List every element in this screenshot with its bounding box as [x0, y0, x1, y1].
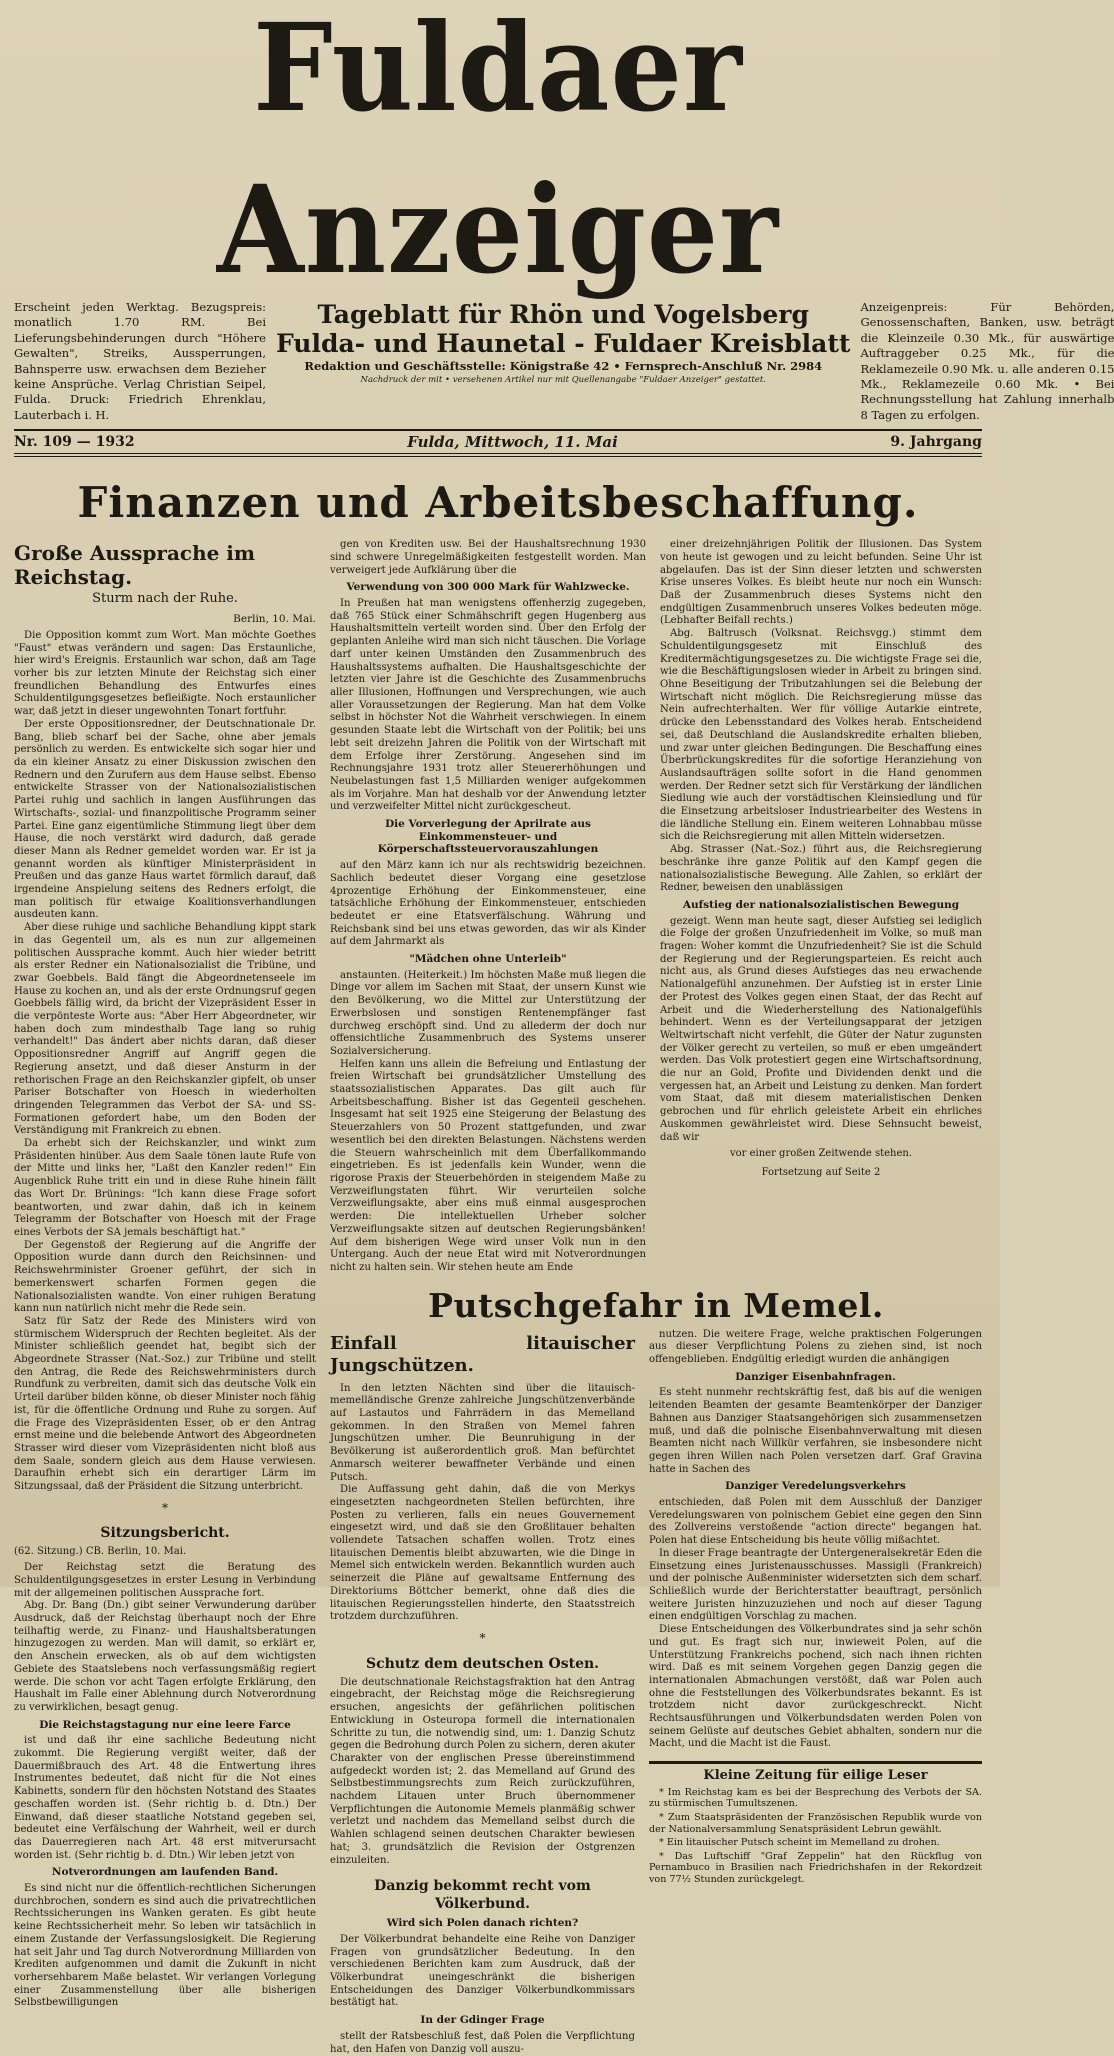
- subtitle-line-2: Fulda- und Haunetal - Fuldaer Kreisblatt: [276, 329, 851, 358]
- column-1: [14, 539, 316, 2056]
- paragraph: stellt der Ratsbeschluß fest, daß Polen die Verpflichtung hat, den Hafen von Danzig voll auszu-: [330, 2030, 635, 2055]
- danzig-headline: Danzig bekommt recht vom Völkerbund.: [374, 1878, 591, 1913]
- issue-date: Fulda, Mittwoch, 11. Mai: [407, 433, 618, 452]
- news-brief-item: * Zum Staatspräsidenten der Französischen Republik wurde von der Nationalversammlung Senatspräsident Lebrun gewählt.: [649, 1812, 982, 1835]
- subtitle-line-1: Tageblatt für Rhön und Vogelsberg: [317, 300, 809, 329]
- advertising-rates: Anzeigenpreis: Für Behörden, Genossenschaften, Banken, usw. beträgt die Kleinzeile 0.30 Mk., für auswärtige Auftraggeber 0.25 Mk., für die Reklamezeile 0.90 Mk. u. alle anderen 0.15 Mk., Reklamezeile 0.60 Mk. • Bei Rechnungsstellung hat Zahlung innerhalb 8 Tagen zu erfolgen.: [860, 300, 1114, 422]
- paragraph: auf den März kann ich nur als rechtswidrig bezeichnen. Sachlich bedeutet dieser Vorgang eine gesetzlose 4prozentige Erhöhung der Einkommensteuer, eine tatsächliche Erhöhung der Einkommensteuer, entschieden bedeutet er eine Etatsverfälschung. Währung und Reichsbank sind bei uns etwas geworden, das wir als Kinder auf dem Jahrmarkt als: [330, 860, 646, 948]
- news-brief-item: * Ein litauischer Putsch scheint im Memelland zu drohen.: [659, 1837, 940, 1849]
- subheading: Danziger Eisenbahnfragen.: [735, 1370, 896, 1383]
- memel-right-column: [649, 1329, 982, 2056]
- main-headline: Finanzen und Arbeitsbeschaffung.: [77, 478, 919, 528]
- subheading: "Mädchen ohne Unterleib": [409, 953, 567, 966]
- subheading: Aufstieg der nationalsozialistischen Bewegung: [682, 898, 960, 911]
- subheading: Verwendung von 300 000 Mark für Wahlzwecke.: [346, 581, 630, 594]
- box-divider: [649, 1761, 982, 1764]
- paragraph: Der Völkerbundrat behandelte eine Reihe von Danziger Fragen von grundsätzlicher Bedeutung. In den verschiedenen Berichten kam zum Ausdruck, daß der Völkerbundrat uneingeschränkt die bisherigen Entscheidungen des Danziger Völkerbundkommissars bestätigt hat.: [330, 1933, 635, 2009]
- continuation-note: Fortsetzung auf Seite 2: [761, 1167, 881, 1178]
- subheading: Die Vorverlegung der Aprilrate aus Einkommensteuer- und Körperschaftssteuervorauszahlungen: [377, 818, 599, 856]
- paragraph: Es sind nicht nur die öffentlich-rechtlichen Sicherungen durchbrochen, sondern es sind auch die privatrechtlichen Rechtssicherungen ins Wanken geraten. Es gibt heute keine Rechtssicherheit mehr. So leben wir tatsächlich in einem Zustande der Verfassungslosigkeit. Die Regierung hat seit Jahr und Tag durch Notverordnung Milliarden von Krediten aufgenommen und damit die Zukunft in nicht vorhersehbarem Maße belastet. Wir verlangen Vorlegung einer Zusammenstellung über alle bisherigen Selbstbewilligungen: [14, 1883, 316, 2009]
- article-dateline: Berlin, 10. Mai.: [233, 613, 316, 626]
- memel-headline: Putschgefahr in Memel.: [428, 1285, 884, 1325]
- paragraph: ist und daß ihr eine sachliche Bedeutung nicht zukommt. Die Regierung vergißt weiter, daß der Dauermißbrauch des Art. 48 die Entwertung ihres Instrumentes bedeutet, daß nicht für die Not eines Kabinetts, sondern für den höchsten Notstand des Staates geschaffen worden ist. (Sehr richtig b. d. Dtn.) Der Einwand, daß dieser staatliche Notstand gegeben sei, bedeutet eine Verfälschung der Wahrheit, weil er durch das Dauerregieren nach Art. 48 erst mitverursacht worden ist. (Sehr richtig b. d. Dtn.) Wir leben jetzt von: [14, 1735, 316, 1861]
- paragraph: Der Gegenstoß der Regierung auf die Angriffe der Opposition wurde dann durch den Reichsinnen- und Reichswehrminister Groener geführt, der sich in bemerkenswert scharfen Formen gegen die Nationalsozialisten wandte. Von einer ruhigen Beratung kann nun natürlich nicht mehr die Rede sein.: [14, 1239, 316, 1315]
- paragraph: Aber diese ruhige und sachliche Behandlung kippt stark in das Gegenteil um, als es nun zur allgemeinen politischen Aussprache kommt. Auch hier wieder betritt als erster Redner ein Nationalsozialist die Tribüne, und zwar Goebbels. Bald fängt die Abgeordnetenseele im Hause zu kochen an, und als der erste Ordnungsruf gegen Goebbels fällig wird, da bricht der Vizepräsident Esser in die verpönteste Worte aus: "Aber Herr Abgeordneter, wir haben doch zum mindesthalb Tage lang so ruhig verhandelt!" Das ändert aber nichts daran, daß dieser Oppositionsredner Angriff auf Angriff gegen die Regierung ansetzt, und daß dieser Ansturm in der rethorischen Frage an den Reichskanzler gipfelt, ob unser Pariser Botschafter von Hoesch in wiederholten dringenden Telegrammen das Verbot der SA- und SS-Formationen gefordert habe, um den Boden der Verständigung mit Frankreich zu ebnen.: [14, 922, 316, 1137]
- subheading: In der Gdinger Frage: [420, 2014, 545, 2027]
- paragraph: In dieser Frage beantragte der Untergeneralsekretär Eden die Einsetzung eines Juristenausschusses. Massigli (Frankreich) und der polnische Außenminister widersetzten sich dem scharf. Schließlich wurde der Berichterstatter beauftragt, persönlich weitere Juristen hinzuzuziehen und noch auf dieser Tagung einen endgültigen Vorschlag zu machen.: [649, 1547, 982, 1623]
- paragraph: Der erste Oppositionsredner, der Deutschnationale Dr. Bang, blieb scharf bei der Sache, ohne aber jemals persönlich zu werden. Es entwickelte sich sogar hier und da ein kleiner Ansatz zu einer Diskussion zwischen den Rednern und den Zurufern aus dem Hause selbst. Ebenso entwickelte Strasser von der Nationalsozialistischen Partei ruhig und sachlich in langen Ausführungen das Wirtschafts-, sozial- und finanzpolitische Programm seiner Partei. Eine ganz eigentümliche Stimmung liegt über dem Hause, die noch verstärkt wird dadurch, daß gerade dieser Mann als Redner gemeldet worden war. Er ist ja genannt worden als künftiger Ministerpräsident in Preußen und das ganze Haus wartet förmlich darauf, daß irgendeine Anspielung seitens des Redners erfolgt, die man politisch für etwaige Koalitionsverhandlungen ausdeuten kann.: [14, 718, 316, 921]
- issue-number: Nr. 109 — 1932: [14, 434, 135, 451]
- paragraph: entschieden, daß Polen mit dem Ausschluß der Danziger Veredelungswaren von polnischem Gebiet eine gegen den Sinn des Zollvereins verstoßende "action directe" begangen hat. Polen hat diese Entscheidung bis heute völlig mißachtet.: [649, 1497, 982, 1547]
- paragraph: In Preußen hat man wenigstens offenherzig zugegeben, daß 765 Stück einer Schmähschrift gegen Hugenberg aus Haushaltsmitteln verteilt worden sind. Über den Erfolg der geplanten Anleihe wird man sich nicht täuschen. Die Vorlage darf unter keinen Umständen den Zusammenbruch des Haushaltssystems aufhalten. Die Haushaltsgeschichte der letzten vier Jahre ist die Geschichte des Zusammenbruchs aller Illusionen, Hoffnungen und Versprechungen, wie auch aller Voraussetzungen der Regierung. Man hat dem Volke selbst in höchster Not die Wahrheit verschwiegen. In einem gesunden Staate lebt die Wirtschaft von der Politik; bei uns lebt seit dreizehn Jahren die Politik von der Wirtschaft mit dem Erfolge ihrer Zerstörung. Angesehen sind im Rechnungsjahre 1931 trotz aller Steuererhöhungen und Neubelastungen fast 1,5 Milliarden weniger aufgekommen als im Vorjahre. Man hat deshalb vor der Anwendung letzter und verzweifelter Mittel nicht zurückgescheut.: [330, 598, 646, 813]
- news-brief-box: [649, 1770, 982, 1885]
- subhead: [14, 300, 1114, 423]
- editorial-address: Redaktion und Geschäftsstelle: Königstraße 42 • Fernsprech-Anschluß Nr. 2984: [304, 359, 823, 373]
- report-meta: (62. Sitzung.) CB. Berlin, 10. Mai.: [14, 1546, 187, 1558]
- memel-left-column: [330, 1329, 635, 2056]
- paragraph: Es steht nunmehr rechtskräftig fest, daß bis auf die wenigen leitenden Beamten der gesamte Beamtenkörper der Danziger Bahnen aus Danziger Staatsangehörigen sich zusammensetzen muß, und daß die polnische Eisenbahnverwaltung mit diesen Beamten nicht nach Willkür verfahren, sie insbesondere nicht gegen ihren Willen nach Polen versetzen darf. Graf Gravina hatte in Sachen des: [649, 1387, 982, 1475]
- subheading: Die Reichstagstagung nur eine leere Farce: [39, 1718, 291, 1731]
- paragraph: Satz für Satz der Rede des Ministers wird von stürmischem Widerspruch der Rechten begleitet. Als der Minister schließlich geendet hat, begibt sich der Abgeordnete Strasser (Nat.-Soz.) zur Tribüne und stellt den Antrag, die Rede des Reichswehrministers durch Rundfunk zu verbreiten, damit sich das deutsche Volk ein Urteil darüber bilden könne, ob dieser Minister noch fähig ist, für die öffentliche Ordnung und Ruhe zu sorgen. Auf die Frage des Vizepräsidenten Esser, ob er den Antrag ernst meine und die belebende Antwort des Abgeordneten Strasser wird dieser vom Vizepräsidenten nicht bloß aus dem Saale, sondern gleich aus dem Hause verwiesen. Daraufhin erhebt sich ein derartiger Lärm im Sitzungssaal, daß der Präsident die Sitzung unterbricht.: [14, 1315, 316, 1493]
- paragraph: Abg. Strasser (Nat.-Soz.) führt aus, die Reichsregierung beschränke ihre ganze Politik auf den Kampf gegen die nationalsozialistische Bewegung. Alle Zahlen, so erklärt der Redner, beweisen den unablässigen: [660, 844, 982, 894]
- paragraph: Die deutschnationale Reichstagsfraktion hat den Antrag eingebracht, der Reichstag möge die Reichsregierung ersuchen, angesichts der gefährlichen politischen Entwicklung in Osteuropa formell die internationalen Schritte zu tun, die notwendig sind, um: 1. Danzig Schutz gegen die Bedrohung durch Polen zu sichern, deren akuter Charakter von der englischen Presse übereinstimmend aufgedeckt worden ist; 2. das Memelland auf Grund des Selbstbestimmungsrechts zum Reich zurückzuführen, nachdem Litauen unter Bruch übernommener Verpflichtungen die Autonomie Memels planmäßig schwer verletzt und nachdem das Memelland selbst durch die Wahlen schlagend seinen deutschen Charakter bewiesen hat; 3. grundsätzlich die Revision der Ostgrenzen einzuleiten.: [330, 1676, 635, 1866]
- subheading: Notverordnungen am laufenden Band.: [51, 1866, 279, 1879]
- column-2: [330, 539, 646, 1274]
- separator-star: *: [162, 1500, 168, 1515]
- subscription-info: Erscheint jeden Werktag. Bezugspreis: monatlich 1.70 RM. Bei Lieferungsbehinderungen durch "Höhere Gewalten", Streiks, Aussperrungen, Bahnsperre usw. erwachsen dem Bezieher keine Ansprüche. Verlag Christian Seipel, Fulda. Druck: Friedrich Ehrenklau, Lauterbach i. H.: [14, 300, 266, 422]
- paragraph: gezeigt. Wenn man heute sagt, dieser Aufstieg sei lediglich die Folge der großen Unzufriedenheit im Volke, so muß man fragen: Woher kommt die Unzufriedenheit? Sie ist die Schuld der Regierung und der Regierungsparteien. Es reicht auch nicht aus, als Grund dieses Aufstieges das neu erwachende Nationalgefühl anzunehmen. Der Aufstieg ist in erster Linie der Protest des Volkes gegen einen Staat, der das Recht auf Arbeit und die Wiederherstellung des Nationalgefühls behindert. Wenn es der Verteilungsapparat der jetzigen Weltwirtschaft nicht verfehlt, die Güter der Natur zugunsten der Völker gerecht zu verteilen, so muß er eben umgeändert werden. Das Volk protestiert gegen eine Wirtschaftsordnung, die nur an Gold, Profite und Dividenden denkt und die vergessen hat, an Arbeit und Leistung zu denken. Man fordert vom Staat, daß mit diesem materialistischen Denken gebrochen und für ehrlich geleistete Arbeit ein ehrliches Auskommen gewährleistet wird. Diese Sehnsucht beweist, daß wir: [660, 915, 982, 1143]
- schutz-headline: Schutz dem deutschen Osten.: [365, 1655, 600, 1672]
- report-title: Sitzungsbericht.: [100, 1525, 230, 1542]
- columns-2-3-wrapper: [330, 539, 982, 2056]
- news-brief-item: * Im Reichstag kam es bei der Besprechung des Verbots der SA. zu stürmischen Tumultszenen.: [649, 1786, 982, 1810]
- news-brief-item: * Das Luftschiff "Graf Zeppelin" hat den Rückflug von Pernambuco in Brasilien nach Friedrichshafen in der Rekordzeit von 77½ Stunden zurückgelegt.: [649, 1850, 982, 1885]
- paragraph: Diese Entscheidungen des Völkerbundrates sind ja sehr schön und gut. Es fragt sich nur, inwieweit Polen, auf die Unterstützung Frankreichs pochend, sich nach ihnen richten wird. Daß es mit seinem Vorgehen gegen Danzig gegen die internationalen Abmachungen verstößt, daß war Polen auch ohne die Feststellungen des Völkerbundsrates bekannt. Es ist trotzdem nicht davor zurückgeschreckt. Nicht Rechtsausführungen und Völkerbundsdaten werden Polen von seinem Gelüste auf deutsches Gebiet abhalten, sondern nur die Macht, und die Macht ist die Faust.: [649, 1624, 982, 1750]
- paragraph: Die Auffassung geht dahin, daß die von Merkys eingesetzten nachgeordneten Stellen befürchten, ihre Posten zu verlieren, falls ein neues Gouvernement eingesetzt wird, und daß sie den Großlitauer behalten vollendete Tatsachen schaffen wollen. Trotz eines litauischen Dementis bleibt abzuwarten, wie die Dinge in Memel sich entwickeln werden. Bekanntlich wurden auch seinerzeit die Pläne auf gewaltsame Entfernung des Direktoriums Böttcher bemerkt, ohne daß dies die litauischen Regierungsstellen hinderte, den Staatsstreich trotzdem durchzuführen.: [330, 1484, 635, 1623]
- column-3: [660, 539, 982, 1274]
- reprint-notice: Nachdruck der mit • versehenen Artikel nur mit Quellenangabe "Fuldaer Anzeiger" gestattet.: [360, 375, 766, 385]
- paragraph: Die Opposition kommt zum Wort. Man möchte Goethes "Faust" etwas verändern und sagen: Das Erstaunliche, hier wird's Ereignis. Erstaunlich war schon, daß am Tage vorher bis zur letzten Minute der Reichstag sich einer freundlichen Behandlung des Entwurfes eines Schuldentilgungsgesetzes befleißigte. Noch erstaunlicher war, daß jetzt in dieser ungewohnten Tonart fortfuhr.: [14, 629, 316, 718]
- paragraph: Da erhebt sich der Reichskanzler, und winkt zum Präsidenten hinüber. Aus dem Saale tönen laute Rufe von der Mitte und links her, "Laßt den Kanzler reden!" Ein Augenblick Ruhe tritt ein und in diese Ruhe hinein fällt das Wort Dr. Brünings: "Ich kann diese Frage sofort beantworten, und zwar dahin, daß ich in keinem Telegramm der Botschafter von Hoesch mit der Frage eines Verbots der SA jemals beschäftigt hat.": [14, 1138, 316, 1238]
- top-columns: [14, 539, 982, 2056]
- memel-section: [330, 1329, 982, 2056]
- paragraph: Abg. Dr. Bang (Dn.) gibt seiner Verwunderung darüber Ausdruck, daß der Reichstag überhaupt noch der Ehre teilhaftig werde, zu Finanz- und Haushaltsberatungen hinzugezogen zu werden. Man will damit, so erklärt er, den Anschein erwecken, als ob auf dem wichtigsten Gebiete des Staatslebens noch verfassungsmäßig regiert werde. Die schon vor acht Tagen erfolgte Erklärung, den Haushalt im Falle einer Ablehnung durch Notverordnung zu verwirklichen, besagt genug.: [14, 1600, 316, 1713]
- paragraph: Helfen kann uns allein die Befreiung und Entlastung der freien Wirtschaft bei grundsätzlicher Umstellung des staatssozialistischen Apparates. Das gilt auch für Arbeitsbeschaffung. Bisher ist das Gegenteil geschehen. Insgesamt hat seit 1925 eine Steigerung der Belastung des Steuerzahlers von 50 Prozent stattgefunden, und zwar wesentlich bei den direkten Belastungen. Nächstens werden die Steuern wahrscheinlich mit dem Überfallkommando eingetrieben. Es ist jedenfalls kein Wunder, wenn die rigorose Praxis der Steuerbehörden in steigendem Maße zu Verzweiflungstaten führt. Wir verurteilen solche Verzweiflungsakte, aber eins muß einmal ausgesprochen werden: Die intellektuellen Urheber solcher Verzweiflungsakte sitzen auf deutschen Regierungsbänken! Auf dem bisherigen Wege wird unser Volk nun in den Untergang. Auch der neue Etat wird mit Notverordnungen nicht zu halten sein. Wir stehen heute am Ende: [330, 1058, 646, 1273]
- closing-line: vor einer großen Zeitwende stehen.: [729, 1148, 913, 1160]
- paragraph: Der Reichstag setzt die Beratung des Schuldentilgungsgesetzes in erster Lesung in Verbindung mit der allgemeinen politischen Aussprache fort.: [14, 1562, 316, 1599]
- paragraph: In den letzten Nächten sind über die litauisch-memelländische Grenze zahlreiche Jungschützenverbände auf Lastautos und Fahrrädern in das Memelland gekommen. In den Straßen von Memel fahren Jungschützen umher. Die Beunruhigung in der Bevölkerung ist außerordentlich groß. Man befürchtet Anmarsch weiterer bewaffneter Verbände und einen Putsch.: [330, 1382, 635, 1483]
- separator-star: *: [479, 1630, 486, 1645]
- article-title: Große Aussprache im Reichstag.: [14, 541, 256, 590]
- masthead: Fuldaer Anzeiger: [216, 0, 780, 302]
- subheading: Danziger Veredelungsverkehrs: [725, 1480, 906, 1493]
- subtitle-block: [276, 300, 850, 423]
- news-brief-title: Kleine Zeitung für eilige Leser: [703, 1768, 928, 1784]
- dateline-bar: [14, 429, 982, 457]
- paragraph: gen von Krediten usw. Bei der Haushaltsrechnung 1930 sind schwere Unregelmäßigkeiten festgestellt worden. Man verweigert jede Aufklärung über die: [330, 539, 646, 576]
- paragraph: nutzen. Die weitere Frage, welche praktischen Folgerungen aus dieser Verpflichtung Polens zu ziehen sind, ist noch offengeblieben. Endgültig erledigt wurden die anhängigen: [649, 1328, 982, 1366]
- article-subtitle: Sturm nach der Ruhe.: [92, 591, 238, 607]
- paragraph: einer dreizehnjährigen Politik der Illusionen. Das System von heute ist gewogen und zu leicht befunden. Seine Uhr ist abgelaufen. Das ist der Sinn dieser letzten und schwersten Krise unseres Volkes. Es bleibt heute nur noch ein Wunsch: Daß der Zusammenbruch dieses Systems nicht den endgültigen Zusammenbruch unseres Volkes bedeuten möge. (Lebhafter Beifall rechts.): [660, 539, 982, 627]
- memel-subtitle: Einfall litauischer Jungschützen.: [330, 1332, 635, 1376]
- paragraph: Abg. Baltrusch (Volksnat. Reichsvgg.) stimmt dem Schuldentilgungsgesetz mit Einschluß des Kreditermächtigungsgesetzes zu. Die wichtigste Frage sei die, wie die Beschäftigungslosen wieder in Arbeit zu bringen sind. Ohne Beseitigung der Tributzahlungen sei die Belebung der Wirtschaft nicht möglich. Die Reichsregierung müsse das Nein aufrechterhalten. Wer für völlige Autarkie eintrete, drücke den Lebensstandard des Volkes herab. Entscheidend sei, daß Deutschland die Auslandskredite erhalten blieben, und zwar unter gleichen Bedingungen. Die Beschaffung eines Überbrückungskredites für die sofortige Heranziehung von Auslandsaufträgen sollte sofort in die Hand genommen werden. Der Redner setzt sich für Verstärkung der ländlichen Siedlung wie auch der vorstädtischen Kleinsiedlung und für die Einsetzung arbeitsloser Industriearbeiter des Westens in die ländliche Stellung ein. Einem weiteren Lohnabbau müsse sich die Reichsregierung mit allen Mitteln widersetzen.: [660, 628, 982, 843]
- upper-columns: [330, 539, 982, 1274]
- volume-number: 9. Jahrgang: [890, 434, 982, 451]
- danzig-subtitle: Wird sich Polen danach richten?: [386, 1917, 579, 1930]
- paragraph: anstaunten. (Heiterkeit.) Im höchsten Maße muß liegen die Dinge vor allem im Sachen mit Staat, der unsern Kunst wie den Bevölkerung, wo die Mittel zur Unterstützung der Erwerbslosen und sonstigen Rentenempfänger fast durchweg erschöpft sind. Und zu allederm der doch nur offensichtliche Zusammenbruch des Systems unserer Sozialversicherung.: [330, 969, 646, 1057]
